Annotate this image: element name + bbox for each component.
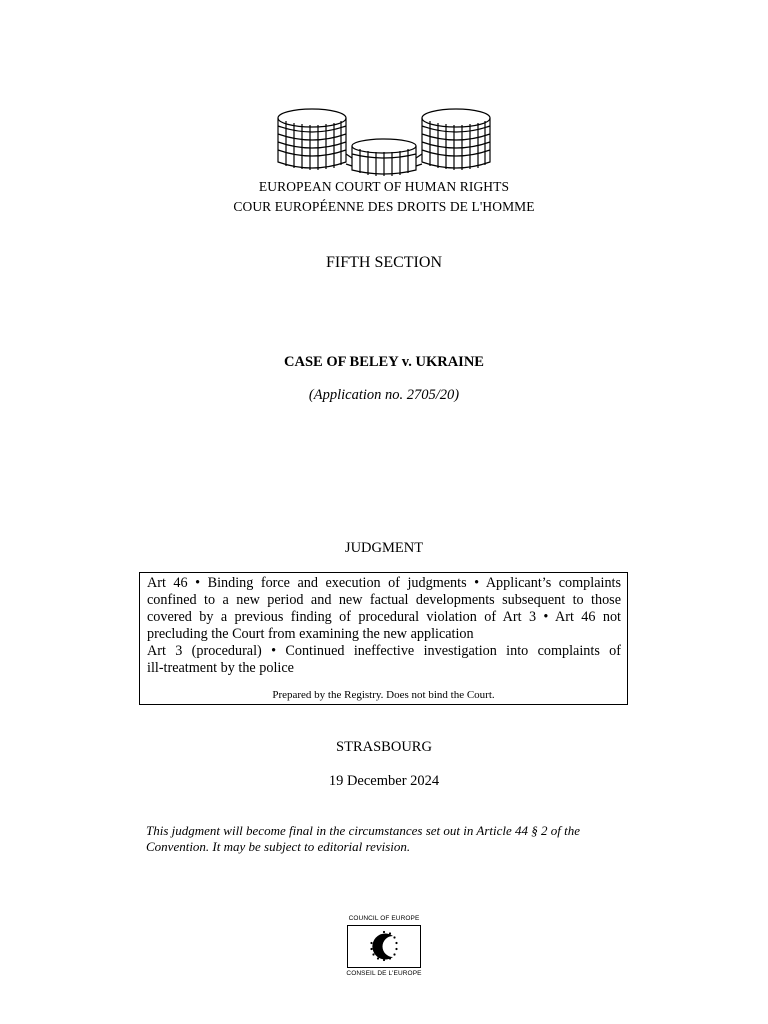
application-number: (Application no. 2705/20) [308,387,460,403]
summary-line: Art 46 • Binding force and execution of judgments • Applicant’s complaints [147,575,621,591]
court-name-french: COUR EUROPÉENNE DES DROITS DE L'HOMME [233,199,535,214]
court-building-icon [270,104,498,178]
judgment-date: 19 December 2024 [328,773,440,789]
keywords-summary-box [139,572,628,705]
summary-line: ill-treatment by the police [147,660,294,676]
summary-line: confined to a new period and new factual developments subsequent to those [147,592,621,608]
coe-top-text: COUNCIL OF EUROPE [348,915,420,922]
court-name-english: EUROPEAN COURT OF HUMAN RIGHTS [258,179,510,194]
judgment-title: JUDGMENT [344,540,424,556]
summary-line: precluding the Court from examining the new application [147,626,474,642]
case-title: CASE OF BELEY v. UKRAINE [284,354,484,370]
summary-line: Art 3 (procedural) • Continued ineffective investigation into complaints of [147,643,621,659]
registry-disclaimer: Prepared by the Registry. Does not bind the Court. [272,689,495,701]
finality-note-line: This judgment will become final in the circumstances set out in Article 44 § 2 of the [146,823,581,838]
council-of-europe-emblem-icon [347,925,421,968]
place: STRASBOURG [336,739,432,755]
section-title: FIFTH SECTION [325,254,442,271]
finality-note-line: Convention. It may be subject to editorial revision. [146,839,411,854]
summary-line: covered by a previous finding of procedural violation of Art 3 • Art 46 not [147,609,621,625]
council-of-europe-logo [344,915,424,979]
coe-bottom-text: CONSEIL DE L'EUROPE [346,970,422,977]
finality-note [146,823,626,855]
